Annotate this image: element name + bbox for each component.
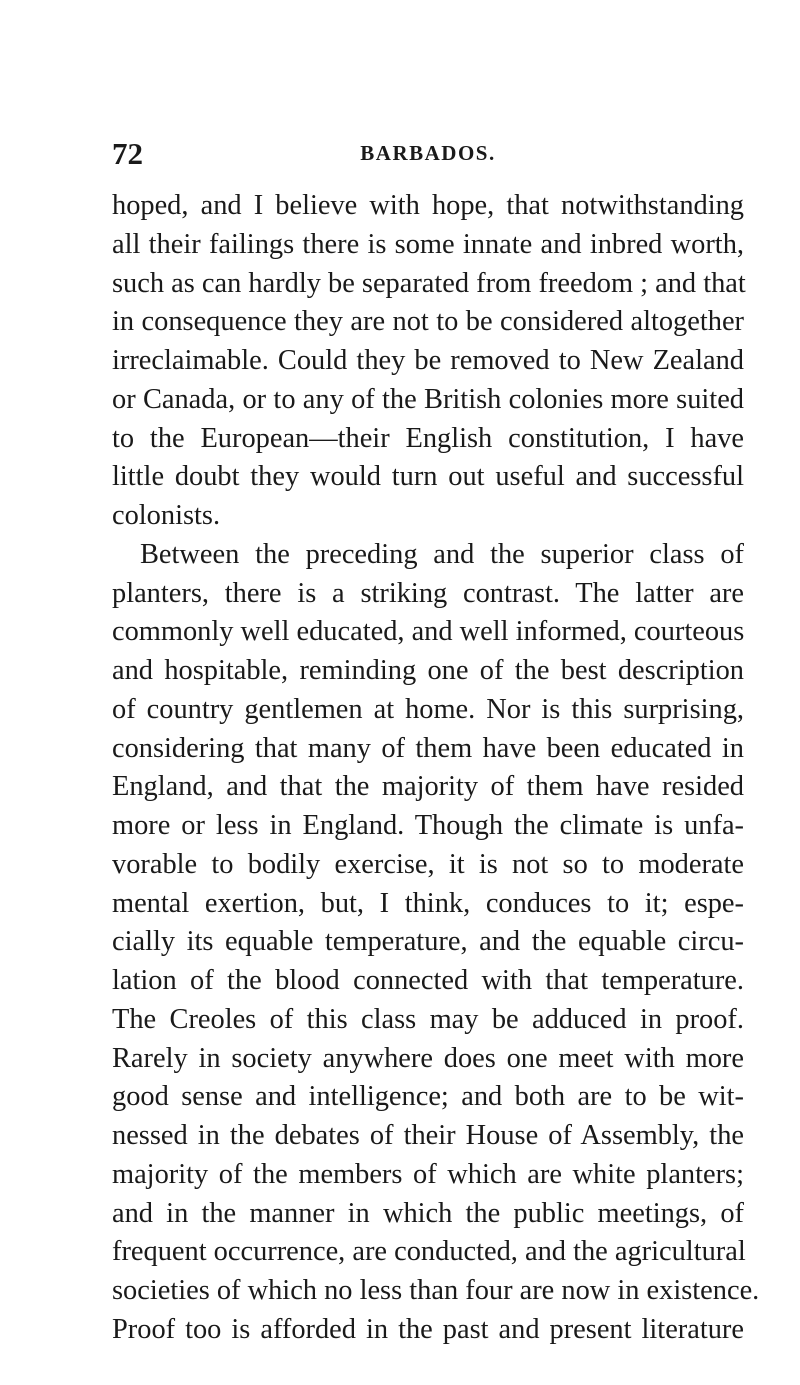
text-line: societies of which no less than four are now in existence. bbox=[112, 1275, 760, 1306]
text-line: little doubt they would turn out useful and successful bbox=[112, 461, 744, 493]
text-line: England, and that the majority of them have resided bbox=[112, 771, 744, 803]
paragraph-start-line: Between the preceding and the superior class of bbox=[140, 538, 744, 570]
text-line: mental exertion, but, I think, conduces to it; espe- bbox=[112, 887, 744, 919]
text-line: irreclaimable. Could they be removed to New Zealand bbox=[112, 345, 744, 376]
text-line: planters, there is a striking contrast. The latter are bbox=[112, 577, 744, 609]
body-text bbox=[112, 187, 760, 1350]
running-title: BARBADOS. bbox=[360, 141, 496, 165]
text-line: frequent occurrence, are conducted, and the agricultural bbox=[112, 1236, 746, 1268]
text-line: lation of the blood connected with that temperature. bbox=[112, 965, 744, 996]
page-number: 72 bbox=[112, 136, 143, 171]
text-line: to the European—their English constitution, I have bbox=[112, 422, 744, 454]
text-line: hoped, and I believe with hope, that notwithstanding bbox=[112, 190, 744, 221]
text-line: considering that many of them have been educated in bbox=[112, 732, 744, 764]
text-line: Proof too is afforded in the past and present literature bbox=[112, 1313, 744, 1345]
text-line: The Creoles of this class may be adduced in proof. bbox=[112, 1003, 744, 1035]
text-line: commonly well educated, and well informed, courteous bbox=[112, 616, 745, 648]
text-line: and hospitable, reminding one of the best description bbox=[112, 655, 744, 686]
text-line: more or less in England. Though the climate is unfa- bbox=[112, 810, 744, 841]
text-line: such as can hardly be separated from freedom ; and that bbox=[112, 267, 746, 299]
text-line: majority of the members of which are white planters; bbox=[112, 1158, 744, 1190]
text-line: cially its equable temperature, and the equable circu- bbox=[112, 926, 744, 958]
text-line: good sense and intelligence; and both are to be wit- bbox=[112, 1081, 744, 1113]
text-line: in consequence they are not to be considered altogether bbox=[112, 306, 744, 338]
running-head bbox=[112, 136, 744, 176]
text-line: vorable to bodily exercise, it is not so to moderate bbox=[112, 848, 744, 880]
text-line: or Canada, or to any of the British colonies more suited bbox=[112, 383, 744, 415]
text-line: and in the manner in which the public meetings, of bbox=[112, 1197, 744, 1229]
text-line: of country gentlemen at home. Nor is this surprising, bbox=[112, 693, 744, 725]
text-line: Rarely in society anywhere does one meet with more bbox=[112, 1042, 744, 1074]
text-line: all their failings there is some innate and inbred worth, bbox=[112, 228, 744, 260]
text-line: colonists. bbox=[112, 500, 221, 531]
text-line: nessed in the debates of their House of Assembly, the bbox=[112, 1120, 744, 1151]
